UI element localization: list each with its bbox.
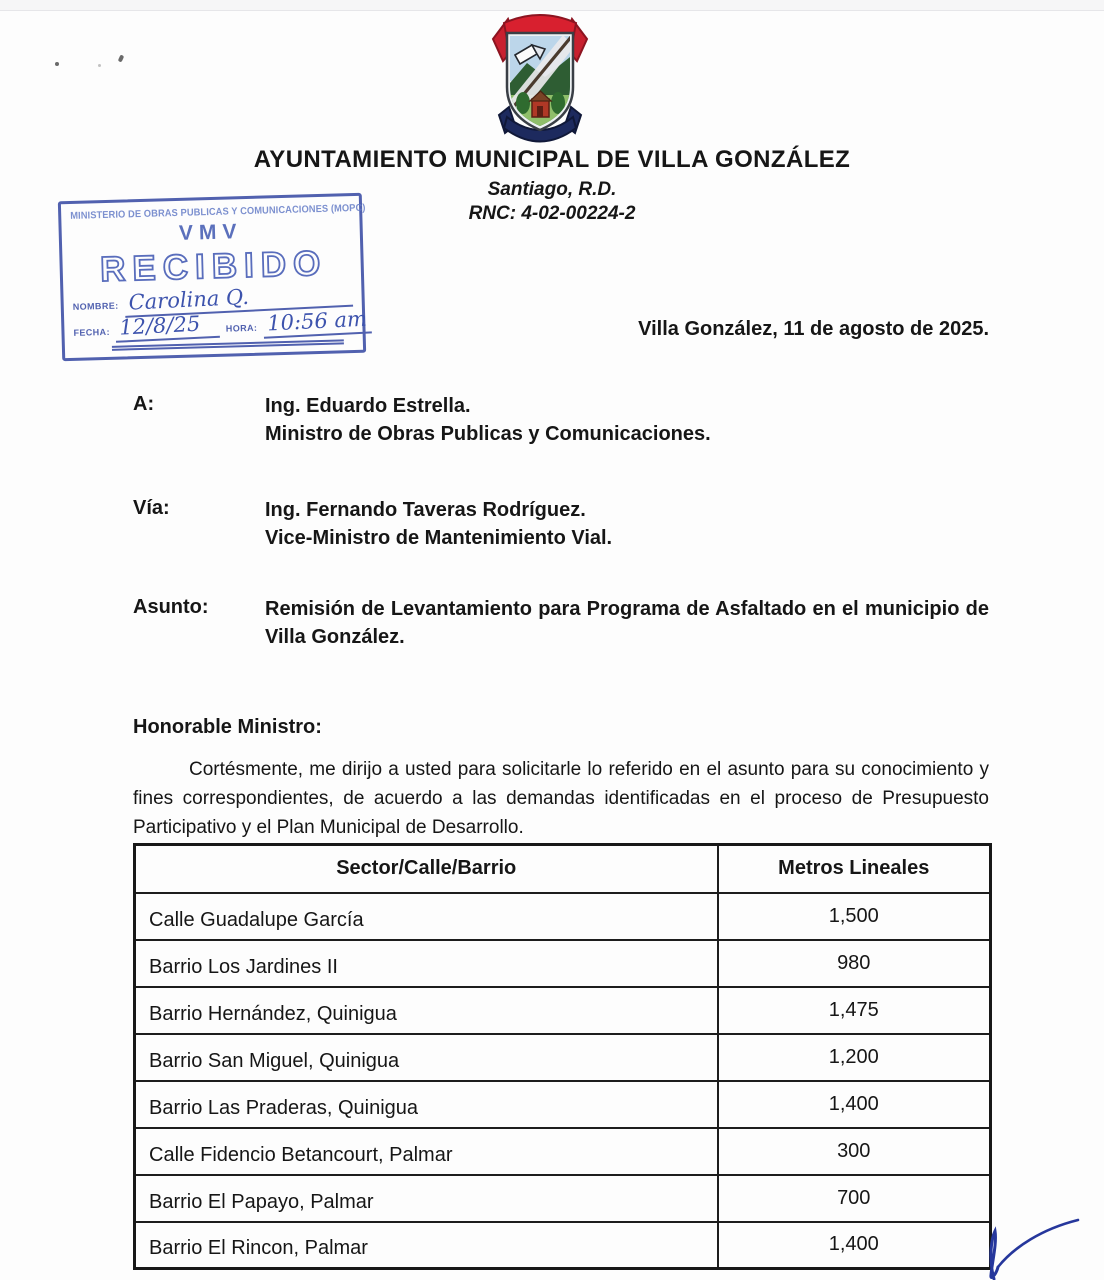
pen-stroke-icon bbox=[962, 1205, 1102, 1280]
meters-cell: 1,500 bbox=[718, 893, 991, 940]
municipal-coat-of-arms-icon bbox=[477, 3, 603, 143]
via-name: Ing. Fernando Taveras Rodríguez. bbox=[265, 499, 586, 521]
scan-speck bbox=[98, 64, 101, 67]
meters-cell: 1,475 bbox=[718, 987, 991, 1034]
stamp-ministry-text: MINISTERIO DE OBRAS PUBLICAS Y COMUNICACIONES (MOPC) bbox=[70, 202, 366, 222]
meters-cell: 300 bbox=[718, 1128, 991, 1175]
stamp-date-label: FECHA: bbox=[73, 326, 111, 338]
via-title: Vice-Ministro de Mantenimiento Vial. bbox=[265, 526, 613, 549]
meters-cell: 1,200 bbox=[718, 1034, 991, 1081]
letterhead-city: Santiago, R.D. bbox=[487, 179, 617, 200]
scan-speck bbox=[118, 54, 125, 62]
to-title: Ministro de Obras Publicas y Comunicaciones. bbox=[265, 422, 711, 445]
stamp-name-handwriting: Carolina Q. bbox=[124, 282, 353, 318]
stamp-time-handwriting: 10:56 am bbox=[263, 308, 372, 338]
stamp-recibido-text: RECIBIDO bbox=[99, 243, 328, 290]
sector-cell: Barrio El Rincon, Palmar bbox=[135, 1222, 718, 1269]
table-row bbox=[135, 987, 991, 1034]
header-sector: Sector/Calle/Barrio bbox=[135, 845, 718, 893]
sector-cell: Calle Guadalupe García bbox=[135, 893, 718, 940]
table-row bbox=[135, 1034, 991, 1081]
salutation: Honorable Ministro: bbox=[133, 716, 322, 738]
table-row bbox=[135, 1128, 991, 1175]
sector-cell: Barrio Hernández, Quinigua bbox=[135, 987, 718, 1034]
sector-cell: Barrio Los Jardines II bbox=[135, 940, 718, 987]
table-row bbox=[135, 1222, 991, 1269]
subject-text: Remisión de Levantamiento para Programa de Asfaltado en el municipio de Villa González. bbox=[265, 598, 989, 648]
recipient-to-block bbox=[133, 393, 989, 448]
subject-label: Asunto: bbox=[133, 596, 209, 618]
header-meters: Metros Lineales bbox=[718, 845, 991, 893]
letterhead-rnc: RNC: 4-02-00224-2 bbox=[468, 203, 636, 224]
meters-cell: 1,400 bbox=[718, 1222, 991, 1269]
subject-block bbox=[133, 596, 989, 651]
table-row bbox=[135, 1175, 991, 1222]
scan-speck bbox=[55, 62, 59, 66]
recipient-via-block bbox=[133, 497, 989, 552]
page-title: AYUNTAMIENTO MUNICIPAL DE VILLA GONZÁLEZ bbox=[253, 146, 851, 173]
to-name: Ing. Eduardo Estrella. bbox=[265, 395, 471, 417]
dateline: Villa González, 11 de agosto de 2025. bbox=[638, 318, 989, 340]
table-row bbox=[135, 940, 991, 987]
stamp-date-handwriting: 12/8/25 bbox=[115, 313, 220, 343]
meters-cell: 700 bbox=[718, 1175, 991, 1222]
stamp-name-label: NOMBRE: bbox=[72, 300, 119, 312]
sector-cell: Barrio El Papayo, Palmar bbox=[135, 1175, 718, 1222]
stamp-vmv-text: VMV bbox=[178, 220, 243, 245]
meters-cell: 1,400 bbox=[718, 1081, 991, 1128]
meters-cell: 980 bbox=[718, 940, 991, 987]
sector-cell: Barrio San Miguel, Quinigua bbox=[135, 1034, 718, 1081]
table-row bbox=[135, 1081, 991, 1128]
sector-cell: Calle Fidencio Betancourt, Palmar bbox=[135, 1128, 718, 1175]
asphalt-survey-table bbox=[133, 843, 992, 1270]
table-header-row bbox=[135, 845, 991, 893]
sector-cell: Barrio Las Praderas, Quinigua bbox=[135, 1081, 718, 1128]
via-label: Vía: bbox=[133, 497, 170, 519]
body-paragraph: Cortésmente, me dirijo a usted para solicitarle lo referido en el asunto para su conocimiento y fines correspondientes, de acuerdo a las demandas identificadas en el proceso de Presupuesto Participativo y el Plan Municipal de Desarrollo. bbox=[133, 759, 989, 838]
table-row bbox=[135, 893, 991, 940]
stamp-time-label: HORA: bbox=[225, 322, 258, 334]
to-label: A: bbox=[133, 393, 155, 415]
